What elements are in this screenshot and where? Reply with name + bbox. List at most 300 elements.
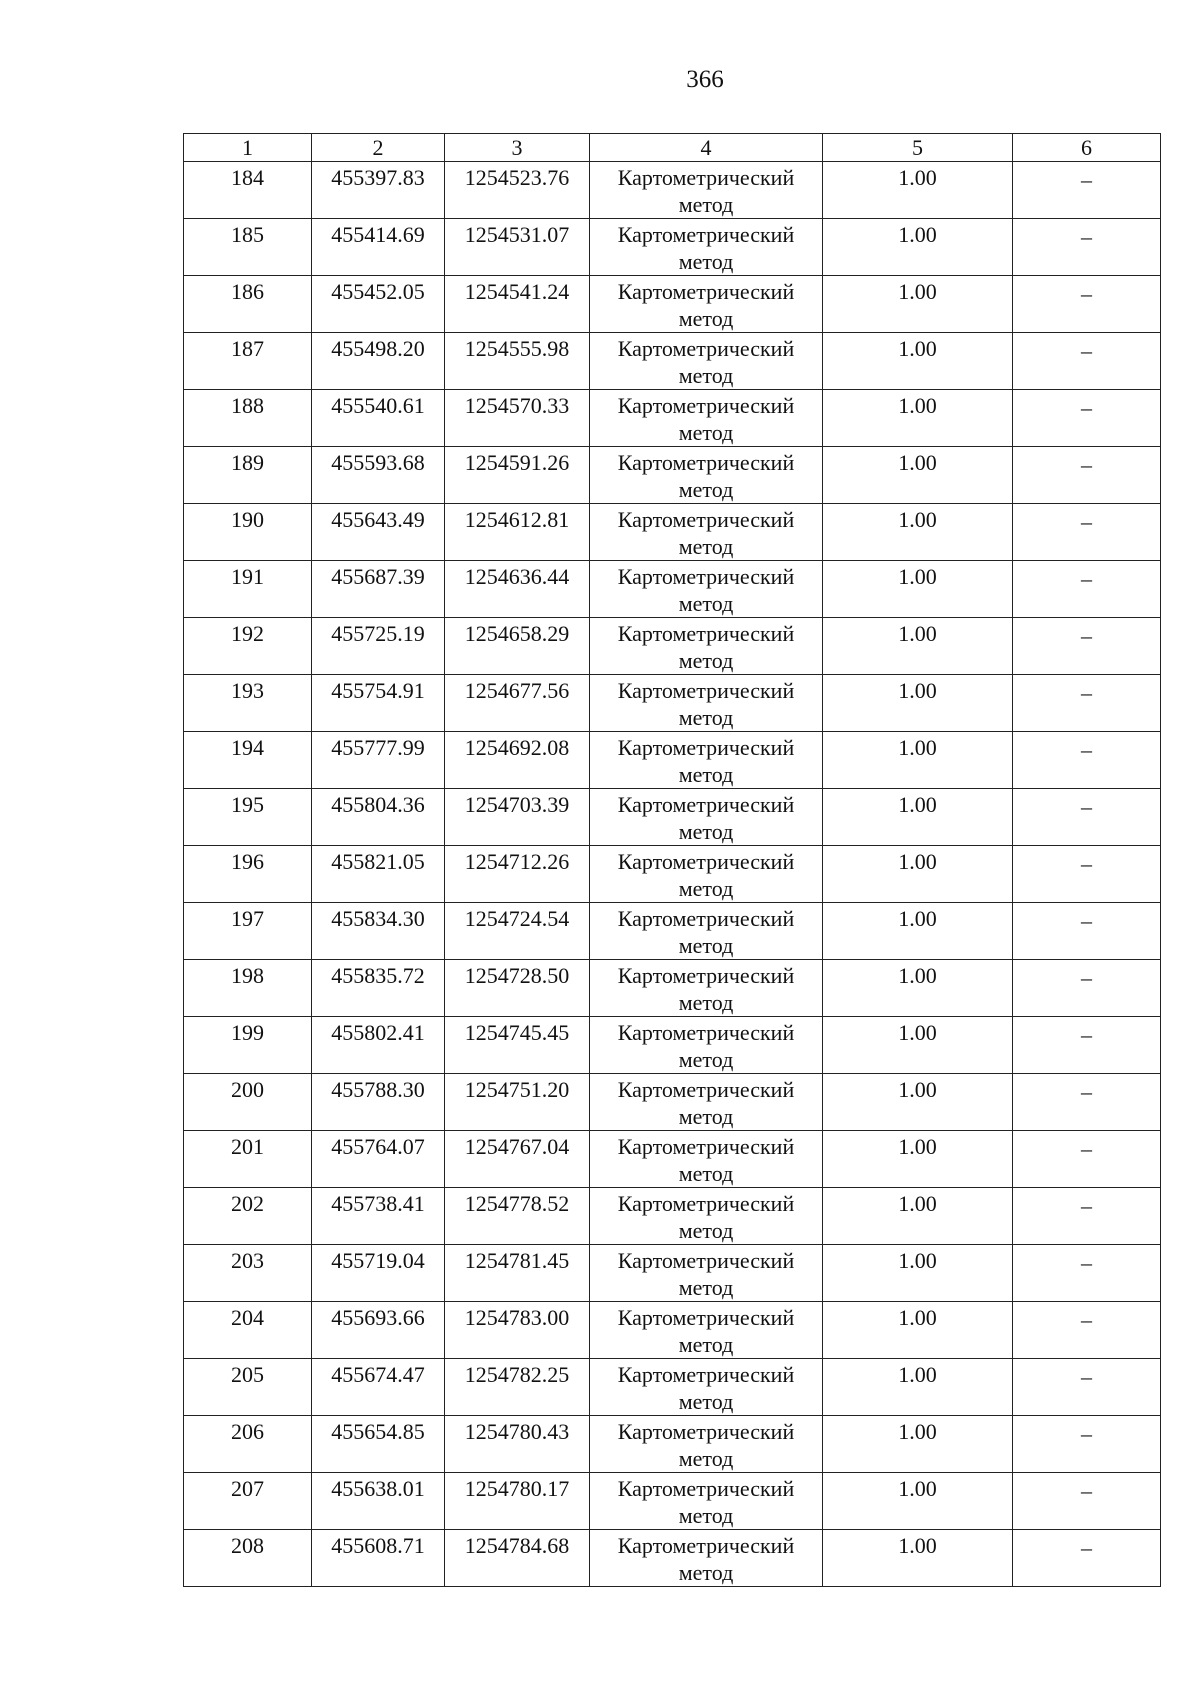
x-coordinate-text: 455777.99: [331, 735, 425, 760]
x-coordinate-text: 455397.83: [331, 165, 425, 190]
y-coordinate-text: 1254780.43: [464, 1419, 570, 1444]
point-number-cell: [184, 1473, 312, 1530]
y-coordinate-text: 1254677.56: [464, 678, 570, 703]
point-number-cell: [184, 1131, 312, 1188]
point-number-text: 186: [231, 279, 264, 304]
method-text: Картометрический метод: [617, 621, 795, 673]
note-cell: [1013, 276, 1161, 333]
point-number-cell: [184, 789, 312, 846]
point-number-cell: [184, 903, 312, 960]
point-number-text: 188: [231, 393, 264, 418]
table-row: [184, 1017, 1161, 1074]
point-number-cell: [184, 333, 312, 390]
accuracy-text: 1.00: [898, 336, 937, 361]
note-cell: [1013, 162, 1161, 219]
point-number-cell: [184, 1074, 312, 1131]
point-number-text: 206: [231, 1419, 264, 1444]
point-number-cell: [184, 846, 312, 903]
accuracy-cell: [823, 1530, 1013, 1587]
method-text: Картометрический метод: [617, 1362, 795, 1414]
method-text: Картометрический метод: [617, 1476, 795, 1528]
x-coordinate-text: 455540.61: [331, 393, 425, 418]
note-text: –: [1081, 1478, 1092, 1503]
accuracy-text: 1.00: [898, 1077, 937, 1102]
y-coordinate-text: 1254712.26: [464, 849, 570, 874]
accuracy-cell: [823, 1188, 1013, 1245]
note-cell: [1013, 1074, 1161, 1131]
x-coordinate-text: 455719.04: [331, 1248, 425, 1273]
table-row: [184, 1416, 1161, 1473]
x-coordinate-text: 455835.72: [331, 963, 425, 988]
accuracy-text: 1.00: [898, 222, 937, 247]
y-coordinate-cell: [445, 219, 590, 276]
y-coordinate-text: 1254555.98: [464, 336, 570, 361]
y-coordinate-cell: [445, 1416, 590, 1473]
method-text: Картометрический метод: [617, 279, 795, 331]
table-header-row: [184, 134, 1161, 162]
note-cell: [1013, 675, 1161, 732]
table-row: [184, 561, 1161, 618]
point-number-text: 207: [231, 1476, 264, 1501]
note-text: –: [1081, 623, 1092, 648]
accuracy-cell: [823, 504, 1013, 561]
point-number-text: 189: [231, 450, 264, 475]
method-cell: [590, 1359, 823, 1416]
point-number-text: 202: [231, 1191, 264, 1216]
x-coordinate-text: 455821.05: [331, 849, 425, 874]
y-coordinate-cell: [445, 1131, 590, 1188]
note-text: –: [1081, 1535, 1092, 1560]
table-row: [184, 903, 1161, 960]
y-coordinate-cell: [445, 333, 590, 390]
method-text: Картометрический метод: [617, 336, 795, 388]
accuracy-text: 1.00: [898, 1020, 937, 1045]
x-coordinate-cell: [312, 846, 445, 903]
method-cell: [590, 276, 823, 333]
note-text: –: [1081, 1193, 1092, 1218]
point-number-cell: [184, 219, 312, 276]
point-number-cell: [184, 618, 312, 675]
note-cell: [1013, 846, 1161, 903]
note-text: –: [1081, 566, 1092, 591]
y-coordinate-text: 1254703.39: [464, 792, 570, 817]
point-number-cell: [184, 447, 312, 504]
note-text: –: [1081, 794, 1092, 819]
x-coordinate-text: 455498.20: [331, 336, 425, 361]
point-number-text: 184: [231, 165, 264, 190]
note-cell: [1013, 219, 1161, 276]
header-cell: 1: [184, 134, 312, 162]
method-cell: [590, 504, 823, 561]
y-coordinate-cell: [445, 789, 590, 846]
y-coordinate-cell: [445, 960, 590, 1017]
method-cell: [590, 390, 823, 447]
accuracy-cell: [823, 1017, 1013, 1074]
method-cell: [590, 789, 823, 846]
x-coordinate-text: 455593.68: [331, 450, 425, 475]
table-row: [184, 333, 1161, 390]
note-cell: [1013, 390, 1161, 447]
point-number-text: 197: [231, 906, 264, 931]
method-cell: [590, 162, 823, 219]
note-text: –: [1081, 452, 1092, 477]
x-coordinate-cell: [312, 1530, 445, 1587]
y-coordinate-text: 1254658.29: [464, 621, 570, 646]
method-cell: [590, 1074, 823, 1131]
note-text: –: [1081, 281, 1092, 306]
note-cell: [1013, 561, 1161, 618]
accuracy-text: 1.00: [898, 1191, 937, 1216]
note-text: –: [1081, 1079, 1092, 1104]
x-coordinate-cell: [312, 504, 445, 561]
note-cell: [1013, 504, 1161, 561]
method-cell: [590, 1473, 823, 1530]
table-row: [184, 1188, 1161, 1245]
table-row: [184, 1131, 1161, 1188]
method-text: Картометрический метод: [617, 1533, 795, 1585]
accuracy-text: 1.00: [898, 678, 937, 703]
x-coordinate-cell: [312, 1245, 445, 1302]
y-coordinate-cell: [445, 732, 590, 789]
accuracy-text: 1.00: [898, 1134, 937, 1159]
method-cell: [590, 732, 823, 789]
y-coordinate-cell: [445, 390, 590, 447]
table-row: [184, 732, 1161, 789]
accuracy-text: 1.00: [898, 1248, 937, 1273]
point-number-text: 199: [231, 1020, 264, 1045]
y-coordinate-text: 1254745.45: [464, 1020, 570, 1045]
y-coordinate-text: 1254780.17: [464, 1476, 570, 1501]
method-cell: [590, 561, 823, 618]
point-number-cell: [184, 276, 312, 333]
page-number: 366: [686, 66, 724, 93]
accuracy-text: 1.00: [898, 507, 937, 532]
method-text: Картометрический метод: [617, 1134, 795, 1186]
table-row: [184, 1473, 1161, 1530]
note-text: –: [1081, 509, 1092, 534]
accuracy-text: 1.00: [898, 1362, 937, 1387]
table-row: [184, 1245, 1161, 1302]
method-cell: [590, 903, 823, 960]
x-coordinate-text: 455687.39: [331, 564, 425, 589]
method-text: Картометрический метод: [617, 165, 795, 217]
accuracy-text: 1.00: [898, 906, 937, 931]
accuracy-cell: [823, 276, 1013, 333]
method-text: Картометрический метод: [617, 507, 795, 559]
note-text: –: [1081, 680, 1092, 705]
table-row: [184, 504, 1161, 561]
accuracy-cell: [823, 1302, 1013, 1359]
accuracy-cell: [823, 333, 1013, 390]
y-coordinate-cell: [445, 504, 590, 561]
point-number-text: 201: [231, 1134, 264, 1159]
y-coordinate-cell: [445, 846, 590, 903]
method-text: Картометрический метод: [617, 450, 795, 502]
point-number-text: 190: [231, 507, 264, 532]
y-coordinate-text: 1254692.08: [464, 735, 570, 760]
accuracy-cell: [823, 1131, 1013, 1188]
x-coordinate-text: 455738.41: [331, 1191, 425, 1216]
x-coordinate-cell: [312, 1302, 445, 1359]
y-coordinate-cell: [445, 447, 590, 504]
x-coordinate-cell: [312, 1074, 445, 1131]
note-text: –: [1081, 965, 1092, 990]
x-coordinate-text: 455834.30: [331, 906, 425, 931]
method-cell: [590, 219, 823, 276]
table-row: [184, 675, 1161, 732]
accuracy-cell: [823, 960, 1013, 1017]
y-coordinate-text: 1254767.04: [464, 1134, 570, 1159]
table-row: [184, 1302, 1161, 1359]
note-text: –: [1081, 908, 1092, 933]
y-coordinate-cell: [445, 1302, 590, 1359]
accuracy-text: 1.00: [898, 849, 937, 874]
x-coordinate-cell: [312, 675, 445, 732]
method-cell: [590, 675, 823, 732]
point-number-text: 195: [231, 792, 264, 817]
x-coordinate-cell: [312, 390, 445, 447]
point-number-text: 192: [231, 621, 264, 646]
accuracy-text: 1.00: [898, 1419, 937, 1444]
y-coordinate-cell: [445, 675, 590, 732]
accuracy-cell: [823, 903, 1013, 960]
table-row: [184, 1530, 1161, 1587]
method-text: Картометрический метод: [617, 1248, 795, 1300]
accuracy-cell: [823, 675, 1013, 732]
method-cell: [590, 1188, 823, 1245]
y-coordinate-cell: [445, 561, 590, 618]
header-cell: 3: [445, 134, 590, 162]
table-row: [184, 390, 1161, 447]
accuracy-text: 1.00: [898, 393, 937, 418]
y-coordinate-text: 1254783.00: [464, 1305, 570, 1330]
note-cell: [1013, 732, 1161, 789]
accuracy-cell: [823, 447, 1013, 504]
header-cell: 5: [823, 134, 1013, 162]
x-coordinate-cell: [312, 1188, 445, 1245]
accuracy-text: 1.00: [898, 735, 937, 760]
point-number-text: 208: [231, 1533, 264, 1558]
point-number-text: 187: [231, 336, 264, 361]
method-text: Картометрический метод: [617, 906, 795, 958]
table-row: [184, 219, 1161, 276]
accuracy-cell: [823, 1416, 1013, 1473]
method-cell: [590, 1245, 823, 1302]
method-cell: [590, 1416, 823, 1473]
accuracy-cell: [823, 1473, 1013, 1530]
note-cell: [1013, 903, 1161, 960]
y-coordinate-cell: [445, 1188, 590, 1245]
point-number-cell: [184, 390, 312, 447]
note-cell: [1013, 1302, 1161, 1359]
accuracy-text: 1.00: [898, 792, 937, 817]
point-number-cell: [184, 162, 312, 219]
note-cell: [1013, 1131, 1161, 1188]
y-coordinate-cell: [445, 276, 590, 333]
accuracy-cell: [823, 789, 1013, 846]
y-coordinate-text: 1254751.20: [464, 1077, 570, 1102]
point-number-text: 194: [231, 735, 264, 760]
y-coordinate-text: 1254523.76: [464, 165, 570, 190]
note-text: –: [1081, 224, 1092, 249]
note-text: –: [1081, 1250, 1092, 1275]
table-row: [184, 960, 1161, 1017]
method-cell: [590, 960, 823, 1017]
point-number-text: 196: [231, 849, 264, 874]
point-number-text: 200: [231, 1077, 264, 1102]
y-coordinate-cell: [445, 1359, 590, 1416]
method-text: Картометрический метод: [617, 393, 795, 445]
accuracy-text: 1.00: [898, 963, 937, 988]
x-coordinate-cell: [312, 1017, 445, 1074]
note-text: –: [1081, 737, 1092, 762]
table-row: [184, 162, 1161, 219]
point-number-cell: [184, 504, 312, 561]
method-cell: [590, 846, 823, 903]
method-cell: [590, 1131, 823, 1188]
table-row: [184, 846, 1161, 903]
point-number-text: 193: [231, 678, 264, 703]
x-coordinate-text: 455693.66: [331, 1305, 425, 1330]
x-coordinate-cell: [312, 1416, 445, 1473]
accuracy-cell: [823, 1359, 1013, 1416]
accuracy-text: 1.00: [898, 1476, 937, 1501]
table-row: [184, 447, 1161, 504]
accuracy-text: 1.00: [898, 1305, 937, 1330]
point-number-cell: [184, 1245, 312, 1302]
accuracy-text: 1.00: [898, 450, 937, 475]
x-coordinate-text: 455643.49: [331, 507, 425, 532]
method-cell: [590, 1302, 823, 1359]
method-text: Картометрический метод: [617, 222, 795, 274]
note-text: –: [1081, 1421, 1092, 1446]
point-number-text: 203: [231, 1248, 264, 1273]
method-text: Картометрический метод: [617, 963, 795, 1015]
x-coordinate-text: 455608.71: [331, 1533, 425, 1558]
x-coordinate-text: 455654.85: [331, 1419, 425, 1444]
y-coordinate-text: 1254636.44: [464, 564, 570, 589]
x-coordinate-cell: [312, 789, 445, 846]
note-text: –: [1081, 1022, 1092, 1047]
x-coordinate-text: 455788.30: [331, 1077, 425, 1102]
x-coordinate-cell: [312, 447, 445, 504]
x-coordinate-text: 455754.91: [331, 678, 425, 703]
y-coordinate-text: 1254541.24: [464, 279, 570, 304]
note-text: –: [1081, 167, 1092, 192]
point-number-cell: [184, 675, 312, 732]
x-coordinate-cell: [312, 1131, 445, 1188]
note-text: –: [1081, 851, 1092, 876]
y-coordinate-cell: [445, 1473, 590, 1530]
method-text: Картометрический метод: [617, 1305, 795, 1357]
table-row: [184, 1359, 1161, 1416]
note-text: –: [1081, 1136, 1092, 1161]
x-coordinate-cell: [312, 1473, 445, 1530]
accuracy-text: 1.00: [898, 621, 937, 646]
note-cell: [1013, 1017, 1161, 1074]
method-cell: [590, 447, 823, 504]
method-text: Картометрический метод: [617, 735, 795, 787]
x-coordinate-text: 455674.47: [331, 1362, 425, 1387]
x-coordinate-cell: [312, 732, 445, 789]
x-coordinate-cell: [312, 162, 445, 219]
method-cell: [590, 618, 823, 675]
method-cell: [590, 1017, 823, 1074]
note-text: –: [1081, 1364, 1092, 1389]
x-coordinate-text: 455452.05: [331, 279, 425, 304]
x-coordinate-cell: [312, 219, 445, 276]
note-cell: [1013, 1188, 1161, 1245]
y-coordinate-cell: [445, 162, 590, 219]
method-text: Картометрический метод: [617, 678, 795, 730]
point-number-text: 191: [231, 564, 264, 589]
method-text: Картометрический метод: [617, 1077, 795, 1129]
point-number-cell: [184, 1188, 312, 1245]
note-cell: [1013, 333, 1161, 390]
point-number-cell: [184, 561, 312, 618]
y-coordinate-text: 1254591.26: [464, 450, 570, 475]
y-coordinate-cell: [445, 1074, 590, 1131]
y-coordinate-cell: [445, 1245, 590, 1302]
method-text: Картометрический метод: [617, 792, 795, 844]
accuracy-cell: [823, 561, 1013, 618]
note-text: –: [1081, 338, 1092, 363]
method-cell: [590, 1530, 823, 1587]
point-number-text: 205: [231, 1362, 264, 1387]
y-coordinate-cell: [445, 903, 590, 960]
note-cell: [1013, 1473, 1161, 1530]
header-cell: 6: [1013, 134, 1161, 162]
point-number-text: 185: [231, 222, 264, 247]
accuracy-text: 1.00: [898, 279, 937, 304]
method-text: Картометрический метод: [617, 1191, 795, 1243]
point-number-text: 198: [231, 963, 264, 988]
accuracy-cell: [823, 390, 1013, 447]
y-coordinate-text: 1254781.45: [464, 1248, 570, 1273]
x-coordinate-text: 455802.41: [331, 1020, 425, 1045]
accuracy-cell: [823, 219, 1013, 276]
note-cell: [1013, 1245, 1161, 1302]
table-row: [184, 789, 1161, 846]
x-coordinate-text: 455764.07: [331, 1134, 425, 1159]
point-number-cell: [184, 1530, 312, 1587]
y-coordinate-text: 1254570.33: [464, 393, 570, 418]
accuracy-text: 1.00: [898, 165, 937, 190]
x-coordinate-text: 455638.01: [331, 1476, 425, 1501]
table-row: [184, 618, 1161, 675]
accuracy-cell: [823, 1074, 1013, 1131]
x-coordinate-cell: [312, 333, 445, 390]
note-cell: [1013, 447, 1161, 504]
header-cell: 4: [590, 134, 823, 162]
y-coordinate-text: 1254728.50: [464, 963, 570, 988]
y-coordinate-text: 1254784.68: [464, 1533, 570, 1558]
point-number-cell: [184, 960, 312, 1017]
point-number-cell: [184, 1017, 312, 1074]
note-cell: [1013, 1530, 1161, 1587]
note-text: –: [1081, 395, 1092, 420]
method-text: Картометрический метод: [617, 1419, 795, 1471]
accuracy-cell: [823, 618, 1013, 675]
note-cell: [1013, 618, 1161, 675]
x-coordinate-text: 455414.69: [331, 222, 425, 247]
y-coordinate-text: 1254724.54: [464, 906, 570, 931]
y-coordinate-cell: [445, 618, 590, 675]
method-text: Картометрический метод: [617, 1020, 795, 1072]
point-number-cell: [184, 1302, 312, 1359]
accuracy-cell: [823, 1245, 1013, 1302]
accuracy-cell: [823, 732, 1013, 789]
